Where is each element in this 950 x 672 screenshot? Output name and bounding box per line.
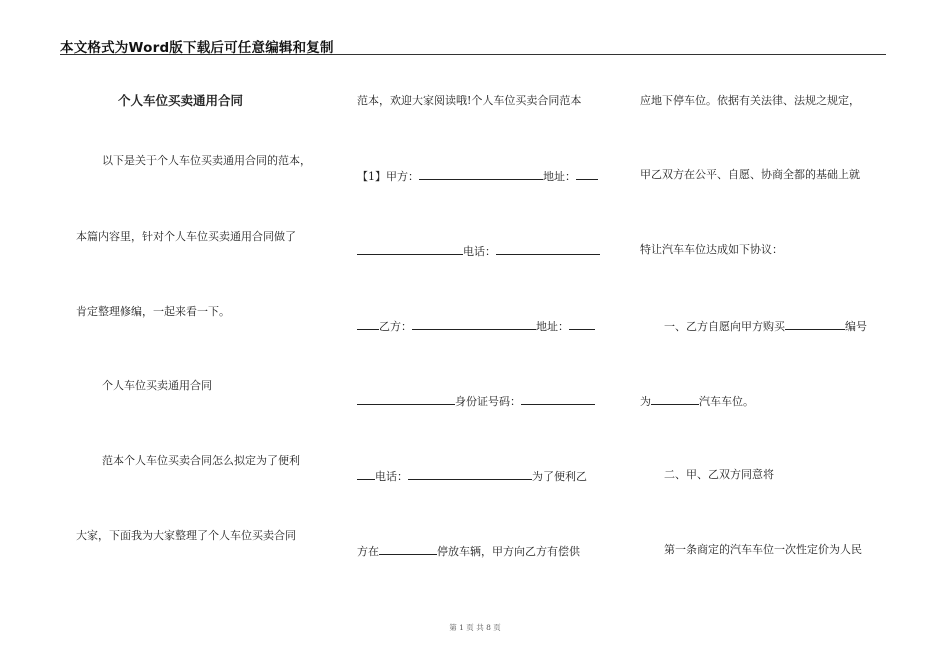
clause-text: 汽车车位。	[699, 395, 754, 408]
id-number-line	[357, 393, 595, 409]
paragraph-line: 甲乙双方在公平、自愿、协商全都的基础上就	[640, 168, 860, 181]
contract-title: 个人车位买卖通用合同	[118, 93, 244, 108]
phone-label: 电话：	[375, 470, 408, 483]
paragraph-text: 方在	[357, 545, 379, 558]
fill-blank	[357, 243, 463, 255]
fill-blank	[651, 393, 699, 405]
clause-one-line	[664, 318, 867, 334]
header-divider	[60, 54, 886, 55]
fill-blank	[357, 393, 455, 405]
paragraph-text: 停放车辆，甲方向乙方有偿供	[437, 545, 580, 558]
section-heading: 个人车位买卖通用合同	[102, 379, 212, 392]
paragraph-line: 特让汽车车位达成如下协议：	[640, 243, 783, 256]
fill-blank	[379, 543, 437, 555]
clause-two-line: 二、甲、乙双方同意将	[664, 468, 774, 481]
phone-line-2	[357, 468, 587, 484]
fill-blank	[357, 468, 375, 480]
fill-blank	[412, 318, 536, 330]
clause-one-cont	[640, 393, 754, 409]
fill-blank	[576, 168, 598, 180]
party-a-line	[357, 168, 598, 184]
fill-blank	[357, 318, 379, 330]
paragraph-text: 为了便利乙	[532, 470, 587, 483]
phone-label: 电话：	[463, 245, 496, 258]
fill-blank	[408, 468, 532, 480]
address-label: 地址：	[543, 170, 576, 183]
fill-blank	[521, 393, 595, 405]
address-label: 地址：	[536, 320, 569, 333]
clause-text: 编号	[845, 320, 867, 333]
page-number-footer: 第 1 页 共 8 页	[449, 623, 501, 632]
fill-blank	[419, 168, 543, 180]
paragraph-line: 本篇内容里，针对个人车位买卖通用合同做了	[76, 230, 296, 243]
paragraph-line: 范本，欢迎大家阅读哦!个人车位买卖合同范本	[357, 94, 582, 107]
clause-text: 为	[640, 395, 651, 408]
fill-blank	[785, 318, 845, 330]
paragraph-line: 范本个人车位买卖合同怎么拟定为了便利	[102, 454, 300, 467]
paragraph-line: 第一条商定的汽车车位一次性定价为人民	[664, 543, 862, 556]
paragraph-line: 应地下停车位。依据有关法律、法规之规定，	[640, 94, 860, 107]
party-a-label: 【1】甲方：	[357, 170, 419, 183]
party-b-line	[357, 318, 595, 334]
paragraph-line: 以下是关于个人车位买卖通用合同的范本，	[102, 154, 311, 167]
party-b-label: 乙方：	[379, 320, 412, 333]
paragraph-line: 大家，下面我为大家整理了个人车位买卖合同	[76, 529, 296, 542]
paragraph-line: 肯定整理修编，一起来看一下。	[76, 305, 230, 318]
clause-text: 一、乙方自愿向甲方购买	[664, 320, 785, 333]
document-header: 本文格式为Word版下载后可任意编辑和复制	[60, 40, 334, 56]
parking-line	[357, 543, 580, 559]
fill-blank	[569, 318, 595, 330]
phone-line	[357, 243, 600, 259]
id-number-label: 身份证号码：	[455, 395, 521, 408]
fill-blank	[496, 243, 600, 255]
